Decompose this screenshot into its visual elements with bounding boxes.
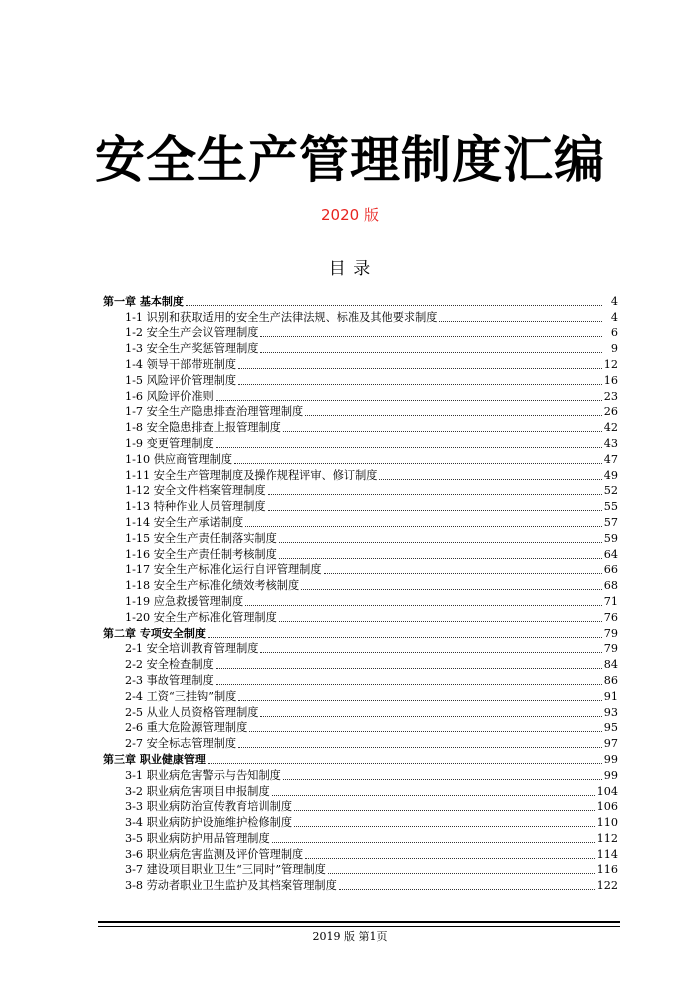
toc-entry-title: 1-8 安全隐患排查上报管理制度 [125,421,281,435]
dot-leader [279,621,602,622]
toc-entry-title: 1-7 安全生产隐患排查治理管理制度 [125,405,304,419]
dot-leader [234,463,602,464]
dot-leader [260,652,601,653]
toc-entry[interactable] [103,688,618,704]
toc-entry-page: 66 [603,563,618,577]
toc-entry-page: 55 [603,500,618,514]
toc-entry-page: 110 [596,816,618,830]
dot-leader [324,573,602,574]
toc-entry-title: 第一章 基本制度 [103,294,184,308]
dot-leader [272,795,595,796]
toc-entry-title: 3-6 职业病危害监测及评价管理制度 [125,847,304,861]
toc-entry-title: 1-14 安全生产承诺制度 [125,515,244,529]
toc-chapter-entry[interactable] [103,625,618,641]
toc-entry[interactable] [103,514,618,530]
toc-entry[interactable] [103,704,618,720]
toc-entry[interactable] [103,340,618,356]
toc-entry[interactable] [103,656,618,672]
dot-leader [294,826,595,827]
toc-entry-page: 116 [596,863,618,877]
toc-entry-page: 79 [603,642,618,656]
toc-entry-title: 3-2 职业病危害项目申报制度 [125,784,270,798]
dot-leader [301,589,602,590]
toc-entry[interactable] [103,814,618,830]
toc-entry-title: 2-6 重大危险源管理制度 [125,721,248,735]
toc-entry-title: 1-15 安全生产责任制落实制度 [125,531,277,545]
toc-entry-page: 23 [603,389,618,403]
dot-leader [283,431,602,432]
toc-entry-page: 26 [603,405,618,419]
edition-label: 2020 版 [321,206,379,224]
toc-entry-page: 52 [603,484,618,498]
toc-entry-page: 79 [603,626,618,640]
dot-leader [238,700,601,701]
toc-entry-page: 84 [603,658,618,672]
toc-entry-page: 16 [603,373,618,387]
toc-entry-title: 3-4 职业病防护设施维护检修制度 [125,816,293,830]
toc-entry-title: 1-17 安全生产标准化运行自评管理制度 [125,563,322,577]
toc-entry[interactable] [103,309,618,325]
dot-leader [272,842,595,843]
dot-leader [305,858,594,859]
toc-entry-title: 1-5 风险评价管理制度 [125,373,237,387]
dot-leader [279,558,602,559]
dot-leader [279,542,602,543]
dot-leader [294,810,595,811]
toc-entry-page: 4 [610,294,618,308]
toc-entry[interactable] [103,830,618,846]
dot-leader [249,731,601,732]
toc-entry[interactable] [103,451,618,467]
dot-leader [216,400,602,401]
toc-entry-page: 86 [603,673,618,687]
toc-entry-title: 1-13 特种作业人员管理制度 [125,500,266,514]
dot-leader [328,873,595,874]
toc-entry[interactable] [103,546,618,562]
toc-entry[interactable] [103,862,618,878]
toc-entry-title: 1-1 识别和获取适用的安全生产法律法规、标准及其他要求制度 [125,310,438,324]
toc-entry[interactable] [103,562,618,578]
dot-leader [260,336,602,337]
dot-leader [439,321,602,322]
dot-leader [208,637,602,638]
toc-entry[interactable] [103,767,618,783]
dot-leader [238,747,602,748]
toc-entry-title: 1-6 风险评价准则 [125,389,214,403]
toc-entry-page: 71 [603,594,618,608]
toc-entry-title: 第二章 专项安全制度 [103,626,206,640]
dot-leader [245,526,602,527]
toc-entry-page: 114 [596,847,618,861]
toc-entry-title: 3-8 劳动者职业卫生监护及其档案管理制度 [125,879,337,893]
toc-entry-title: 2-3 事故管理制度 [125,673,214,687]
toc-entry[interactable] [103,498,618,514]
toc-entry-title: 2-1 安全培训教育管理制度 [125,642,259,656]
toc-entry[interactable] [103,325,618,341]
dot-leader [186,305,602,306]
toc-entry-page: 99 [603,768,618,782]
toc-entry[interactable] [103,720,618,736]
dot-leader [216,668,602,669]
toc-entry[interactable] [103,593,618,609]
toc-heading: 目 录 [328,259,372,279]
dot-leader [245,605,602,606]
toc-entry-title: 2-2 安全检查制度 [125,658,214,672]
toc-entry-page: 12 [603,357,618,371]
toc-entry-title: 1-4 领导干部带班制度 [125,357,237,371]
toc-entry-title: 1-18 安全生产标准化绩效考核制度 [125,579,300,593]
toc-entry-title: 1-16 安全生产责任制考核制度 [125,547,277,561]
toc-entry[interactable] [103,577,618,593]
toc-entry-title: 2-5 从业人员资格管理制度 [125,705,259,719]
toc-entry-page: 9 [610,342,618,356]
dot-leader [238,384,602,385]
toc-entry-title: 3-7 建设项目职业卫生“三同时”管理制度 [125,863,326,877]
toc-entry-page: 76 [603,610,618,624]
toc-entry[interactable] [103,435,618,451]
toc-entry-page: 95 [603,721,618,735]
toc-entry-page: 93 [603,705,618,719]
document-title: 安全生产管理制度汇编 [95,131,605,189]
toc-entry-title: 1-20 安全生产标准化管理制度 [125,610,277,624]
toc-entry-page: 68 [603,579,618,593]
toc-entry-page: 99 [603,752,618,766]
toc-entry[interactable] [103,641,618,657]
toc-entry-title: 1-12 安全文件档案管理制度 [125,484,266,498]
toc-entry[interactable] [103,672,618,688]
toc-entry-title: 3-5 职业病防护用品管理制度 [125,831,270,845]
toc-entry-page: 49 [603,468,618,482]
toc-entry[interactable] [103,404,618,420]
toc-entry-page: 6 [610,326,618,340]
dot-leader [268,510,602,511]
toc-entry-page: 42 [603,421,618,435]
dot-leader [260,716,601,717]
toc-chapter-entry[interactable] [103,293,618,309]
dot-leader [238,368,602,369]
toc-entry[interactable] [103,388,618,404]
toc-entry[interactable] [103,419,618,435]
toc-entry-title: 1-9 变更管理制度 [125,436,214,450]
toc-entry-page: 104 [596,784,618,798]
dot-leader [339,889,595,890]
toc-entry-title: 1-2 安全生产会议管理制度 [125,326,259,340]
toc-entry[interactable] [103,372,618,388]
toc-entry-page: 91 [603,689,618,703]
toc-entry-title: 1-3 安全生产奖惩管理制度 [125,342,259,356]
toc-entry[interactable] [103,783,618,799]
toc-entry-title: 3-3 职业病防治宣传教育培训制度 [125,800,293,814]
toc-entry[interactable] [103,735,618,751]
toc-entry-title: 2-4 工资“三挂钩”制度 [125,689,237,703]
dot-leader [268,494,602,495]
toc-entry-title: 第三章 职业健康管理 [103,752,206,766]
toc-entry-page: 59 [603,531,618,545]
toc-entry[interactable] [103,877,618,893]
toc-entry-title: 3-1 职业病危害警示与告知制度 [125,768,281,782]
toc-entry[interactable] [103,799,618,815]
toc-entry-title: 1-11 安全生产管理制度及操作规程评审、修订制度 [125,468,378,482]
toc-entry[interactable] [103,356,618,372]
dot-leader [208,763,602,764]
footer-rule-thin [98,926,620,927]
toc-entry-title: 2-7 安全标志管理制度 [125,737,237,751]
toc-entry-title: 1-19 应急救援管理制度 [125,594,244,608]
toc-entry[interactable] [103,530,618,546]
toc-chapter-entry[interactable] [103,751,618,767]
footer-rule [98,921,620,923]
page-footer: 2019 版 第1页 [312,930,388,943]
dot-leader [283,779,602,780]
table-of-contents [103,293,618,893]
toc-entry-page: 64 [603,547,618,561]
dot-leader [305,415,602,416]
toc-entry-page: 47 [603,452,618,466]
toc-entry-page: 106 [596,800,618,814]
dot-leader [216,447,602,448]
toc-entry[interactable] [103,846,618,862]
toc-entry-page: 122 [596,879,618,893]
toc-entry-page: 43 [603,436,618,450]
toc-entry[interactable] [103,467,618,483]
toc-entry-title: 1-10 供应商管理制度 [125,452,233,466]
toc-entry[interactable] [103,609,618,625]
toc-entry-page: 112 [596,831,618,845]
dot-leader [260,352,602,353]
dot-leader [216,684,602,685]
toc-entry-page: 57 [603,515,618,529]
toc-entry-page: 4 [610,310,618,324]
dot-leader [379,479,601,480]
toc-entry[interactable] [103,483,618,499]
toc-entry-page: 97 [603,737,618,751]
